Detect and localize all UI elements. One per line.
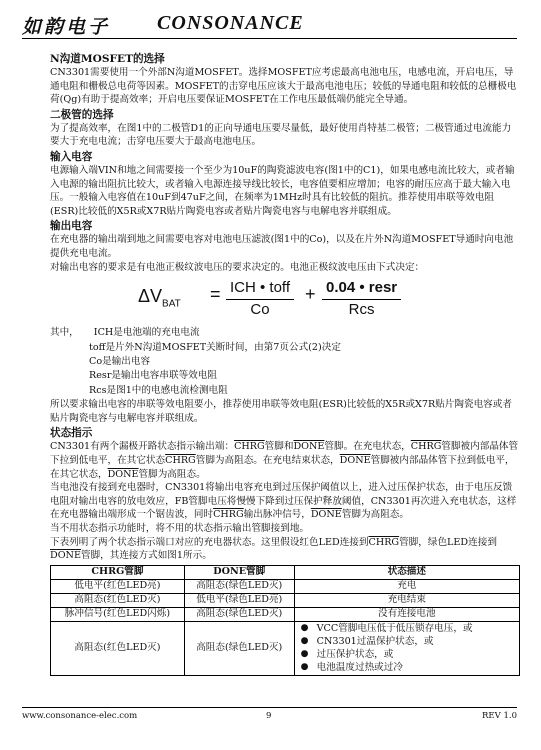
table-row: 低电平(红色LED亮) 高阻态(绿色LED灭) 充电 xyxy=(51,579,520,593)
table-header: 状态描述 xyxy=(294,565,519,579)
status-p2: 当电池没有接到充电器时，CN3301将输出电容充电到过压保护阈值以上，进入过压保护状态，由于电压反馈电阻对输出电容的放电效应，FB管脚电压将慢慢下降到过压保护释放阈值，CN3301再次进入充电状态，这样在充电器输出端形成一个锯齿波，同时CHRG输出脉冲信号，DONE管脚为高阻态。 xyxy=(50,482,517,521)
heading-input-cap: 输入电容 xyxy=(50,150,93,163)
nmos-text: CN3301需要使用一个外部N沟道MOSFET。选择MOSFET应考虑最高电池电压，电感电流，开启电压，导通电阻和栅极总电荷等因素。MOSFET的击穿电压应该大于最高电池电压；较低的导通电阻和较低的总栅极电荷(Qg)有助于提高效率；开启电压要保证MOSFET在工作电压最低端仍能完全导通。 xyxy=(50,67,517,106)
heading-output-cap: 输出电容 xyxy=(50,220,93,233)
formula-lhs: $\Delta V_{BAT}$ xyxy=(138,286,181,310)
status-table xyxy=(50,565,520,676)
output-cap-text1: 在充电器的输出端到地之间需要电容对电池电压滤波(图1中的Co)，以及在片外N沟道MOSFET导通时向电池提供充电电流。 xyxy=(50,234,514,259)
formula-term1: ICH • toff Co xyxy=(226,279,294,320)
table-row: 脉冲信号(红色LED闪烁) 高阻态(绿色LED灭) 没有连接电池 xyxy=(51,607,520,621)
page-footer xyxy=(22,707,517,721)
list-item: ● CN3301过温保护状态，或 xyxy=(317,635,519,648)
list-item: ● 过压保护状态，或 xyxy=(317,648,519,661)
list-item: ● 电池温度过热或过冷 xyxy=(317,661,519,674)
status-p3: 当不用状态指示功能时，将不用的状态指示输出管脚接到地。 xyxy=(50,522,310,534)
heading-nmos: N沟道MOSFET的选择 xyxy=(50,53,165,65)
table-row: 高阻态(红色LED灭) 高阻态(绿色LED灭) ● VCC管脚电压低于低压锁存电压，或 ● CN3301过温保护状态，或 ● 过压保护状态，或 ● 电池温度过热或过冷 xyxy=(51,621,520,675)
table-row: 高阻态(红色LED灭) 低电平(绿色LED亮) 充电结束 xyxy=(51,593,520,607)
list-item: ● VCC管脚电压低于低压锁存电压，或 xyxy=(317,622,519,635)
table-header-row xyxy=(51,565,520,579)
page-number: 9 xyxy=(266,711,272,721)
ripple-formula xyxy=(50,274,520,326)
heading-status: 状态指示 xyxy=(50,427,93,440)
page-content xyxy=(50,52,520,676)
output-cap-text2: 对输出电容的要求是有电池正极纹波电压的要求决定的。电池正极纹波电压由下式决定： xyxy=(50,261,425,273)
brand-en: CONSONANCE xyxy=(157,12,304,34)
heading-diode: 二极管的选择 xyxy=(50,108,114,121)
page-header xyxy=(22,8,517,39)
table-header: DONE管脚 xyxy=(184,565,294,579)
revision: REV 1.0 xyxy=(482,711,517,721)
formula-definitions: 其中， ICH是电池端的充电电流 toff是片外N沟道MOSFET关断时间，由第7页公式(2)决定 Co是输出电容 Resr是输出电容串联等效电阻 Rcs是图1中的电感电流检测电阻 xyxy=(50,327,341,396)
table-header: CHRG管脚 xyxy=(51,565,185,579)
footer-url: www.consonance-elec.com xyxy=(22,711,138,721)
status-p4: 下表列明了两个状态指示端口对应的充电器状态。这里假设红色LED连接到CHRG管脚，绿色LED连接到DONE管脚，其连接方式如图1所示。 xyxy=(50,536,497,562)
input-cap-text: 电源输入端VIN和地之间需要接一个至少为10uF的陶瓷滤波电容(图1中的C1)，如果电感电流比较大，或者输入电源的输出阻抗比较大，或者输入电源连接导线比较长，电容值要相应增加；电容的耐压应高于最大输入电压。一般输入电容值在10uF到47uF之间，在频率为1MHz时具有比较低的阻抗。推荐使用串联等效电阻(ESR)比较低的X5R或X7R贴片陶瓷电容或者贴片陶瓷电容与电解电容并联组成。 xyxy=(50,164,515,217)
formula-eq: = xyxy=(210,284,221,305)
diode-text: 为了提高效率，在图1中的二极管D1的正向导通电压要尽量低，最好使用肖特基二极管；二极管通过电流能力要大于充电电流；击穿电压要大于最高电池电压。 xyxy=(50,122,512,148)
formula-term2: 0.04 • resr Rcs xyxy=(322,279,401,320)
output-cap-text3: 所以要求输出电容的串联等效电阻要小，推荐使用串联等效电阻(ESR)比较低的X5R或X7R贴片陶瓷电容或者贴片陶瓷电容与电解电容并联组成。 xyxy=(50,399,512,424)
brand-cn: 如韵电子 xyxy=(22,16,111,38)
status-bullets xyxy=(294,621,519,675)
status-p1: CN3301有两个漏极开路状态指示输出端：CHRG管脚和DONE管脚。在充电状态，CHRG管脚被内部晶体管下拉到低电平，在其它状态CHRG管脚为高阻态。在充电结束状态，DONE管脚被内部晶体管下拉到低电平，在其它状态，DONE管脚为高阻态。 xyxy=(50,441,519,480)
formula-plus: + xyxy=(305,284,316,305)
